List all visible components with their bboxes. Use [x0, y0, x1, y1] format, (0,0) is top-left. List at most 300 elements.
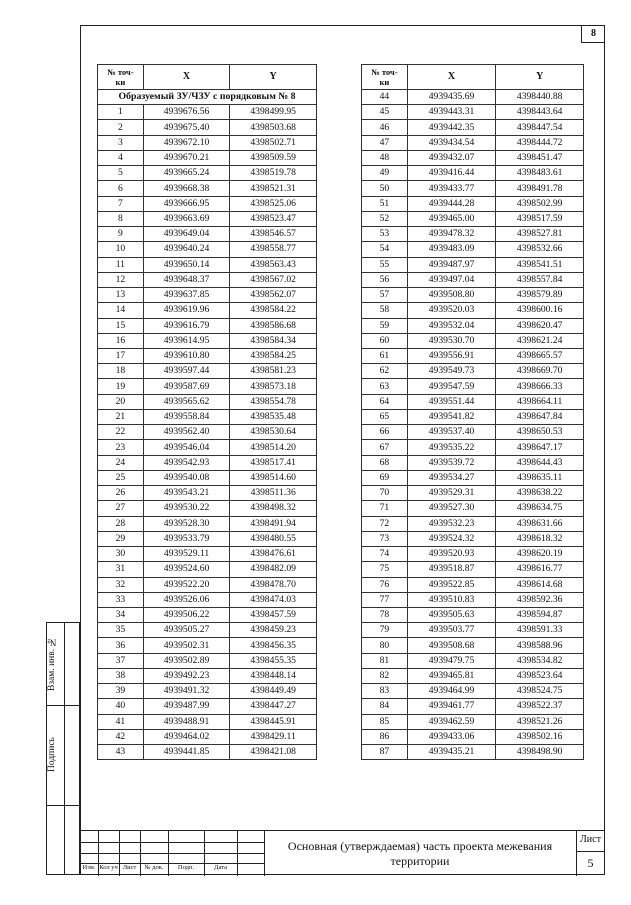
x-coordinate: 4939534.27 [407, 470, 496, 485]
y-coordinate: 4398614.68 [496, 577, 584, 592]
y-coordinate: 4398478.70 [230, 577, 317, 592]
point-number: 66 [362, 425, 408, 440]
table-row [98, 653, 317, 668]
point-number: 52 [362, 211, 408, 226]
header-y: Y [230, 65, 317, 90]
y-coordinate: 4398483.61 [496, 166, 584, 181]
x-coordinate: 4939465.81 [407, 668, 496, 683]
table-row [98, 531, 317, 546]
table-row [362, 623, 584, 638]
point-number: 10 [98, 242, 144, 257]
header-sheet: Лист [122, 864, 137, 871]
x-coordinate: 4939497.04 [407, 272, 496, 287]
point-number: 67 [362, 440, 408, 455]
y-coordinate: 4398444.72 [496, 135, 584, 150]
x-coordinate: 4939441.85 [143, 745, 230, 760]
x-coordinate: 4939461.77 [407, 699, 496, 714]
x-coordinate: 4939619.96 [143, 303, 230, 318]
table-row [362, 257, 584, 272]
table-row [98, 607, 317, 622]
table-row [362, 379, 584, 394]
sheet-number: 5 [587, 856, 594, 870]
table-row [98, 699, 317, 714]
table-row [362, 516, 584, 531]
table-row [362, 425, 584, 440]
header-x: X [407, 65, 496, 90]
y-coordinate: 4398523.47 [230, 211, 317, 226]
x-coordinate: 4939508.80 [407, 288, 496, 303]
point-number: 6 [98, 181, 144, 196]
x-coordinate: 4939491.32 [143, 684, 230, 699]
point-number: 36 [98, 638, 144, 653]
table-row [362, 272, 584, 287]
x-coordinate: 4939539.72 [407, 455, 496, 470]
y-coordinate: 4398618.32 [496, 531, 584, 546]
table-row [362, 348, 584, 363]
header-date: Дата [214, 864, 227, 871]
table-row [362, 364, 584, 379]
y-coordinate: 4398448.14 [230, 668, 317, 683]
header-count: Кол уч [99, 864, 118, 871]
y-coordinate: 4398521.26 [496, 714, 584, 729]
y-coordinate: 4398584.25 [230, 348, 317, 363]
table-row [362, 181, 584, 196]
point-number: 62 [362, 364, 408, 379]
x-coordinate: 4939665.24 [143, 166, 230, 181]
x-coordinate: 4939528.30 [143, 516, 230, 531]
point-number: 17 [98, 348, 144, 363]
table-row [362, 318, 584, 333]
point-number: 40 [98, 699, 144, 714]
y-coordinate: 4398534.82 [496, 653, 584, 668]
y-coordinate: 4398440.88 [496, 90, 584, 105]
y-coordinate: 4398457.59 [230, 607, 317, 622]
header-point-number: № точ- ки [98, 65, 144, 90]
coordinates-table-right [361, 64, 584, 760]
y-coordinate: 4398588.96 [496, 638, 584, 653]
x-coordinate: 4939672.10 [143, 135, 230, 150]
x-coordinate: 4939587.69 [143, 379, 230, 394]
table-row [362, 684, 584, 699]
y-coordinate: 4398616.77 [496, 562, 584, 577]
x-coordinate: 4939508.68 [407, 638, 496, 653]
point-number: 83 [362, 684, 408, 699]
point-number: 82 [362, 668, 408, 683]
y-coordinate: 4398558.77 [230, 242, 317, 257]
y-coordinate: 4398664.11 [496, 394, 584, 409]
x-coordinate: 4939435.21 [407, 745, 496, 760]
table-row [98, 745, 317, 760]
y-coordinate: 4398638.22 [496, 486, 584, 501]
x-coordinate: 4939483.09 [407, 242, 496, 257]
table-row [98, 272, 317, 287]
y-coordinate: 4398514.20 [230, 440, 317, 455]
x-coordinate: 4939529.31 [407, 486, 496, 501]
point-number: 75 [362, 562, 408, 577]
table-row [98, 440, 317, 455]
y-coordinate: 4398447.54 [496, 120, 584, 135]
x-coordinate: 4939535.22 [407, 440, 496, 455]
point-number: 76 [362, 577, 408, 592]
table-row [362, 699, 584, 714]
table-row [98, 592, 317, 607]
x-coordinate: 4939565.62 [143, 394, 230, 409]
x-coordinate: 4939479.75 [407, 653, 496, 668]
point-number: 74 [362, 547, 408, 562]
y-coordinate: 4398522.37 [496, 699, 584, 714]
x-coordinate: 4939676.56 [143, 105, 230, 120]
x-coordinate: 4939670.21 [143, 150, 230, 165]
x-coordinate: 4939532.04 [407, 318, 496, 333]
x-coordinate: 4939666.95 [143, 196, 230, 211]
table-row [98, 120, 317, 135]
table-row [362, 288, 584, 303]
y-coordinate: 4398665.57 [496, 348, 584, 363]
table-row [362, 303, 584, 318]
point-number: 8 [98, 211, 144, 226]
x-coordinate: 4939520.03 [407, 303, 496, 318]
table-row [98, 379, 317, 394]
inv-number-label: Взам. инв. № [47, 636, 57, 692]
table-row [362, 638, 584, 653]
table-row [362, 501, 584, 516]
x-coordinate: 4939442.35 [407, 120, 496, 135]
x-coordinate: 4939530.22 [143, 501, 230, 516]
point-number: 78 [362, 607, 408, 622]
point-number: 41 [98, 714, 144, 729]
y-coordinate: 4398644.43 [496, 455, 584, 470]
sheet-label: Лист [580, 834, 601, 845]
table-subtitle: Образуемый ЗУ/ЧЗУ с порядковым № 8 [98, 90, 317, 105]
point-number: 57 [362, 288, 408, 303]
point-number: 63 [362, 379, 408, 394]
point-number: 22 [98, 425, 144, 440]
x-coordinate: 4939506.22 [143, 607, 230, 622]
point-number: 47 [362, 135, 408, 150]
y-coordinate: 4398451.47 [496, 150, 584, 165]
y-coordinate: 4398429.11 [230, 729, 317, 744]
x-coordinate: 4939433.77 [407, 181, 496, 196]
table-row [98, 196, 317, 211]
y-coordinate: 4398503.68 [230, 120, 317, 135]
table-row [362, 714, 584, 729]
y-coordinate: 4398584.22 [230, 303, 317, 318]
point-number: 49 [362, 166, 408, 181]
table-row [362, 470, 584, 485]
y-coordinate: 4398474.03 [230, 592, 317, 607]
point-number: 33 [98, 592, 144, 607]
x-coordinate: 4939540.08 [143, 470, 230, 485]
table-row [362, 211, 584, 226]
point-number: 46 [362, 120, 408, 135]
point-number: 13 [98, 288, 144, 303]
y-coordinate: 4398584.34 [230, 333, 317, 348]
point-number: 11 [98, 257, 144, 272]
point-number: 73 [362, 531, 408, 546]
table-row [362, 607, 584, 622]
table-row [98, 684, 317, 699]
point-number: 59 [362, 318, 408, 333]
table-row [98, 668, 317, 683]
point-number: 15 [98, 318, 144, 333]
y-coordinate: 4398594.87 [496, 607, 584, 622]
x-coordinate: 4939526.06 [143, 592, 230, 607]
y-coordinate: 4398519.78 [230, 166, 317, 181]
table-row [98, 729, 317, 744]
table-row [362, 729, 584, 744]
table-row [98, 394, 317, 409]
x-coordinate: 4939562.40 [143, 425, 230, 440]
point-number: 29 [98, 531, 144, 546]
table-row [98, 714, 317, 729]
point-number: 1 [98, 105, 144, 120]
point-number: 72 [362, 516, 408, 531]
table-row [362, 196, 584, 211]
y-coordinate: 4398557.84 [496, 272, 584, 287]
side-stamp [46, 622, 80, 875]
x-coordinate: 4939640.24 [143, 242, 230, 257]
point-number: 50 [362, 181, 408, 196]
point-number: 61 [362, 348, 408, 363]
table-row [98, 150, 317, 165]
x-coordinate: 4939503.77 [407, 623, 496, 638]
x-coordinate: 4939435.69 [407, 90, 496, 105]
y-coordinate: 4398647.17 [496, 440, 584, 455]
x-coordinate: 4939464.02 [143, 729, 230, 744]
point-number: 32 [98, 577, 144, 592]
y-coordinate: 4398517.41 [230, 455, 317, 470]
point-number: 53 [362, 227, 408, 242]
x-coordinate: 4939510.83 [407, 592, 496, 607]
x-coordinate: 4939542.93 [143, 455, 230, 470]
x-coordinate: 4939614.95 [143, 333, 230, 348]
x-coordinate: 4939663.69 [143, 211, 230, 226]
point-number: 48 [362, 150, 408, 165]
y-coordinate: 4398620.47 [496, 318, 584, 333]
x-coordinate: 4939524.32 [407, 531, 496, 546]
table-row [362, 105, 584, 120]
point-number: 80 [362, 638, 408, 653]
table-row [98, 318, 317, 333]
point-number: 20 [98, 394, 144, 409]
table-row [362, 394, 584, 409]
point-number: 5 [98, 166, 144, 181]
point-number: 38 [98, 668, 144, 683]
point-number: 12 [98, 272, 144, 287]
x-coordinate: 4939537.40 [407, 425, 496, 440]
y-coordinate: 4398498.32 [230, 501, 317, 516]
point-number: 34 [98, 607, 144, 622]
header-doc-number: № док. [144, 864, 164, 871]
x-coordinate: 4939649.04 [143, 227, 230, 242]
y-coordinate: 4398502.16 [496, 729, 584, 744]
x-coordinate: 4939520.93 [407, 547, 496, 562]
x-coordinate: 4939556.91 [407, 348, 496, 363]
point-number: 37 [98, 653, 144, 668]
y-coordinate: 4398480.55 [230, 531, 317, 546]
x-coordinate: 4939434.54 [407, 135, 496, 150]
y-coordinate: 4398535.48 [230, 409, 317, 424]
y-coordinate: 4398620.19 [496, 547, 584, 562]
y-coordinate: 4398600.16 [496, 303, 584, 318]
coordinates-table-left [97, 64, 317, 760]
point-number: 70 [362, 486, 408, 501]
y-coordinate: 4398554.78 [230, 394, 317, 409]
point-number: 86 [362, 729, 408, 744]
point-number: 39 [98, 684, 144, 699]
point-number: 87 [362, 745, 408, 760]
table-row [362, 668, 584, 683]
x-coordinate: 4939478.32 [407, 227, 496, 242]
table-row [362, 486, 584, 501]
point-number: 60 [362, 333, 408, 348]
y-coordinate: 4398586.68 [230, 318, 317, 333]
signature-label: Подпись [47, 737, 57, 773]
table-row [362, 653, 584, 668]
header-signature: Подп. [177, 864, 195, 871]
x-coordinate: 4939462.59 [407, 714, 496, 729]
table-row [98, 501, 317, 516]
table-row [362, 90, 584, 105]
x-coordinate: 4939547.59 [407, 379, 496, 394]
x-coordinate: 4939502.31 [143, 638, 230, 653]
point-number: 25 [98, 470, 144, 485]
y-coordinate: 4398563.43 [230, 257, 317, 272]
point-number: 69 [362, 470, 408, 485]
y-coordinate: 4398562.07 [230, 288, 317, 303]
x-coordinate: 4939487.99 [143, 699, 230, 714]
point-number: 65 [362, 409, 408, 424]
y-coordinate: 4398476.61 [230, 547, 317, 562]
y-coordinate: 4398546.57 [230, 227, 317, 242]
document-description: Основная (утверждаемая) часть проекта межевания территории [287, 839, 553, 868]
x-coordinate: 4939546.04 [143, 440, 230, 455]
y-coordinate: 4398650.53 [496, 425, 584, 440]
table-row [98, 242, 317, 257]
y-coordinate: 4398634.75 [496, 501, 584, 516]
point-number: 56 [362, 272, 408, 287]
x-coordinate: 4939668.38 [143, 181, 230, 196]
x-coordinate: 4939505.27 [143, 623, 230, 638]
point-number: 55 [362, 257, 408, 272]
header-x: X [143, 65, 230, 90]
table-row [98, 135, 317, 150]
y-coordinate: 4398635.11 [496, 470, 584, 485]
x-coordinate: 4939533.79 [143, 531, 230, 546]
point-number: 9 [98, 227, 144, 242]
point-number: 68 [362, 455, 408, 470]
header-change: Изм. [82, 864, 96, 871]
y-coordinate: 4398445.91 [230, 714, 317, 729]
point-number: 28 [98, 516, 144, 531]
x-coordinate: 4939444.28 [407, 196, 496, 211]
point-number: 26 [98, 486, 144, 501]
y-coordinate: 4398456.35 [230, 638, 317, 653]
table-row [98, 425, 317, 440]
y-coordinate: 4398525.06 [230, 196, 317, 211]
point-number: 35 [98, 623, 144, 638]
point-number: 14 [98, 303, 144, 318]
title-block [80, 830, 605, 875]
y-coordinate: 4398455.35 [230, 653, 317, 668]
table-row [98, 181, 317, 196]
point-number: 58 [362, 303, 408, 318]
x-coordinate: 4939522.20 [143, 577, 230, 592]
table-row [98, 638, 317, 653]
y-coordinate: 4398511.36 [230, 486, 317, 501]
point-number: 16 [98, 333, 144, 348]
table-row [362, 455, 584, 470]
table-row [98, 547, 317, 562]
point-number: 30 [98, 547, 144, 562]
table-row [362, 166, 584, 181]
table-row [98, 470, 317, 485]
x-coordinate: 4939502.89 [143, 653, 230, 668]
table-row [98, 516, 317, 531]
point-number: 42 [98, 729, 144, 744]
y-coordinate: 4398573.18 [230, 379, 317, 394]
x-coordinate: 4939597.44 [143, 364, 230, 379]
table-row [98, 364, 317, 379]
y-coordinate: 4398527.81 [496, 227, 584, 242]
x-coordinate: 4939488.91 [143, 714, 230, 729]
table-row [98, 257, 317, 272]
table-row [362, 227, 584, 242]
table-row [362, 120, 584, 135]
table-row [362, 135, 584, 150]
x-coordinate: 4939675.40 [143, 120, 230, 135]
x-coordinate: 4939416.44 [407, 166, 496, 181]
header-point-number: № точ- ки [362, 65, 408, 90]
y-coordinate: 4398523.64 [496, 668, 584, 683]
point-number: 51 [362, 196, 408, 211]
point-number: 24 [98, 455, 144, 470]
x-coordinate: 4939549.73 [407, 364, 496, 379]
table-row [362, 547, 584, 562]
x-coordinate: 4939551.44 [407, 394, 496, 409]
y-coordinate: 4398631.66 [496, 516, 584, 531]
y-coordinate: 4398502.71 [230, 135, 317, 150]
point-number: 71 [362, 501, 408, 516]
table-row [98, 562, 317, 577]
point-number: 3 [98, 135, 144, 150]
point-number: 81 [362, 653, 408, 668]
point-number: 43 [98, 745, 144, 760]
point-number: 21 [98, 409, 144, 424]
table-row [98, 577, 317, 592]
table-row [362, 562, 584, 577]
x-coordinate: 4939465.00 [407, 211, 496, 226]
y-coordinate: 4398581.23 [230, 364, 317, 379]
point-number: 7 [98, 196, 144, 211]
x-coordinate: 4939487.97 [407, 257, 496, 272]
y-coordinate: 4398499.95 [230, 105, 317, 120]
y-coordinate: 4398482.09 [230, 562, 317, 577]
y-coordinate: 4398517.59 [496, 211, 584, 226]
table-row [362, 409, 584, 424]
y-coordinate: 4398669.70 [496, 364, 584, 379]
table-row [98, 288, 317, 303]
y-coordinate: 4398532.66 [496, 242, 584, 257]
x-coordinate: 4939529.11 [143, 547, 230, 562]
x-coordinate: 4939532.23 [407, 516, 496, 531]
y-coordinate: 4398647.84 [496, 409, 584, 424]
y-coordinate: 4398521.31 [230, 181, 317, 196]
table-row [98, 623, 317, 638]
y-coordinate: 4398449.49 [230, 684, 317, 699]
x-coordinate: 4939443.31 [407, 105, 496, 120]
x-coordinate: 4939558.84 [143, 409, 230, 424]
